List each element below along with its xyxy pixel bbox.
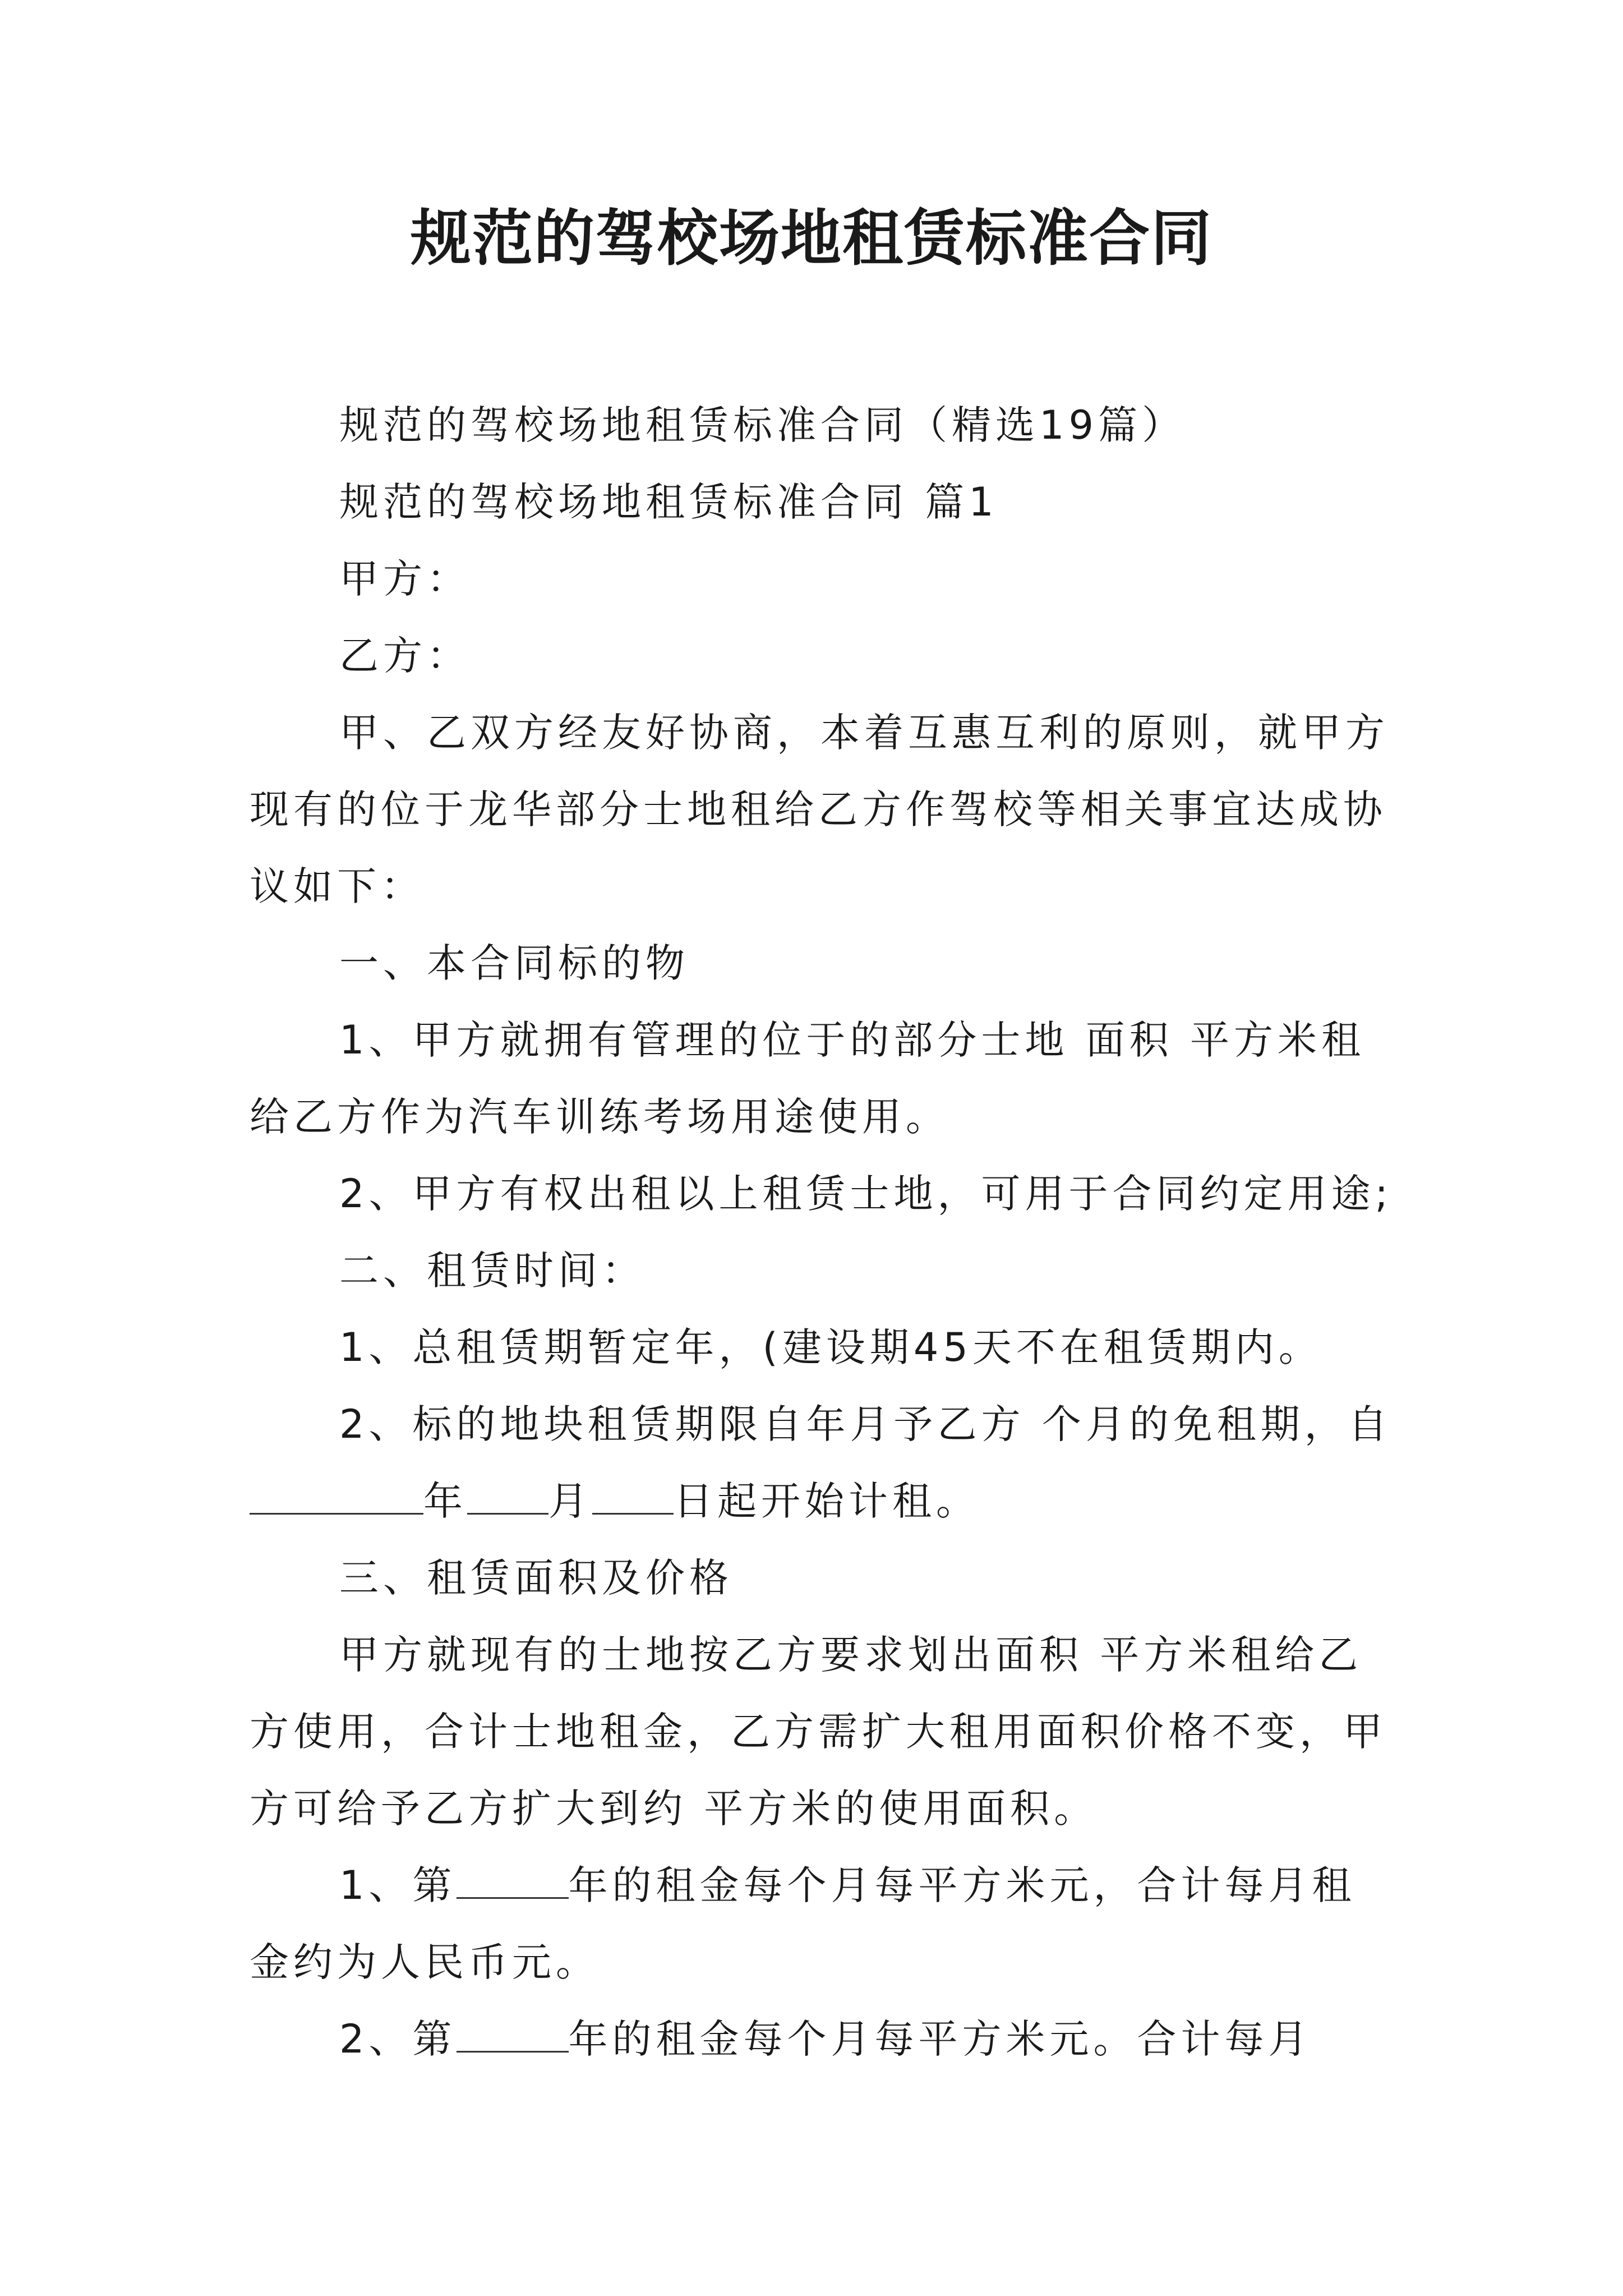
blank-line — [250, 1478, 423, 1515]
paragraph-intro: 甲、乙双方经友好协商，本着互惠互利的原则，就甲方现有的位于龙华部分士地租给乙方作驾校等相关事宜达成协议如下： — [250, 710, 1389, 909]
paragraph-party-b: 乙方： — [339, 633, 471, 679]
paragraph-party-a: 甲方： — [339, 556, 471, 602]
blank-line — [457, 1862, 569, 1899]
document-title: 规范的驾校场地租赁标准合同 — [410, 203, 1212, 274]
clause-number: 1、第 — [339, 1862, 457, 1908]
clause-text: 年的租金每个月每平方米元，合计每月租金约为人民币元。 — [250, 1862, 1356, 1985]
clause-number: 2、第 — [339, 2016, 457, 2062]
blank-line — [467, 1478, 548, 1515]
document-body — [250, 387, 1399, 2078]
paragraph-clause-2-2: 2、标的地块租赁期限自年月予乙方 个月的免租期，自 — [339, 1401, 1392, 1447]
paragraph-clause-3-2 — [250, 2001, 1399, 2078]
paragraph-clause-3-1 — [250, 1847, 1399, 2001]
paragraph-clause-1-2: 2、甲方有权出租以上租赁士地，可用于合同约定用途; — [339, 1171, 1393, 1217]
date-day-label: 日起开始计租。 — [674, 1478, 980, 1524]
paragraph-section-heading: 规范的驾校场地租赁标准合同 篇1 — [339, 479, 998, 525]
blank-line — [457, 2016, 569, 2053]
blank-line — [592, 1478, 674, 1515]
date-month-label: 月 — [548, 1478, 592, 1524]
paragraph-clause-2-1: 1、总租赁期暂定年，(建设期45天不在租赁期内。 — [339, 1324, 1322, 1370]
date-year-label: 年 — [423, 1478, 467, 1524]
paragraph-subtitle: 规范的驾校场地租赁标准合同（精选19篇） — [339, 402, 1186, 448]
paragraph-clause-1-heading: 一、本合同标的物 — [339, 940, 689, 986]
paragraph-clause-1-1: 1、甲方就拥有管理的位于的部分士地 面积 平方米租给乙方作为汽车训练考场用途使用。 — [250, 1017, 1366, 1140]
paragraph-clause-3-heading: 三、租赁面积及价格 — [339, 1555, 733, 1601]
clause-text: 年的租金每个月每平方米元。合计每月 — [568, 2016, 1312, 2062]
paragraph-clause-2-heading: 二、租赁时间： — [339, 1248, 645, 1294]
paragraph-clause-3-body: 甲方就现有的士地按乙方要求划出面积 平方米租给乙方使用，合计士地租金，乙方需扩大租用面积价格不变，甲方可给予乙方扩大到约 平方米的使用面积。 — [250, 1632, 1387, 1832]
paragraph-clause-2-2-date — [250, 1463, 1399, 1540]
